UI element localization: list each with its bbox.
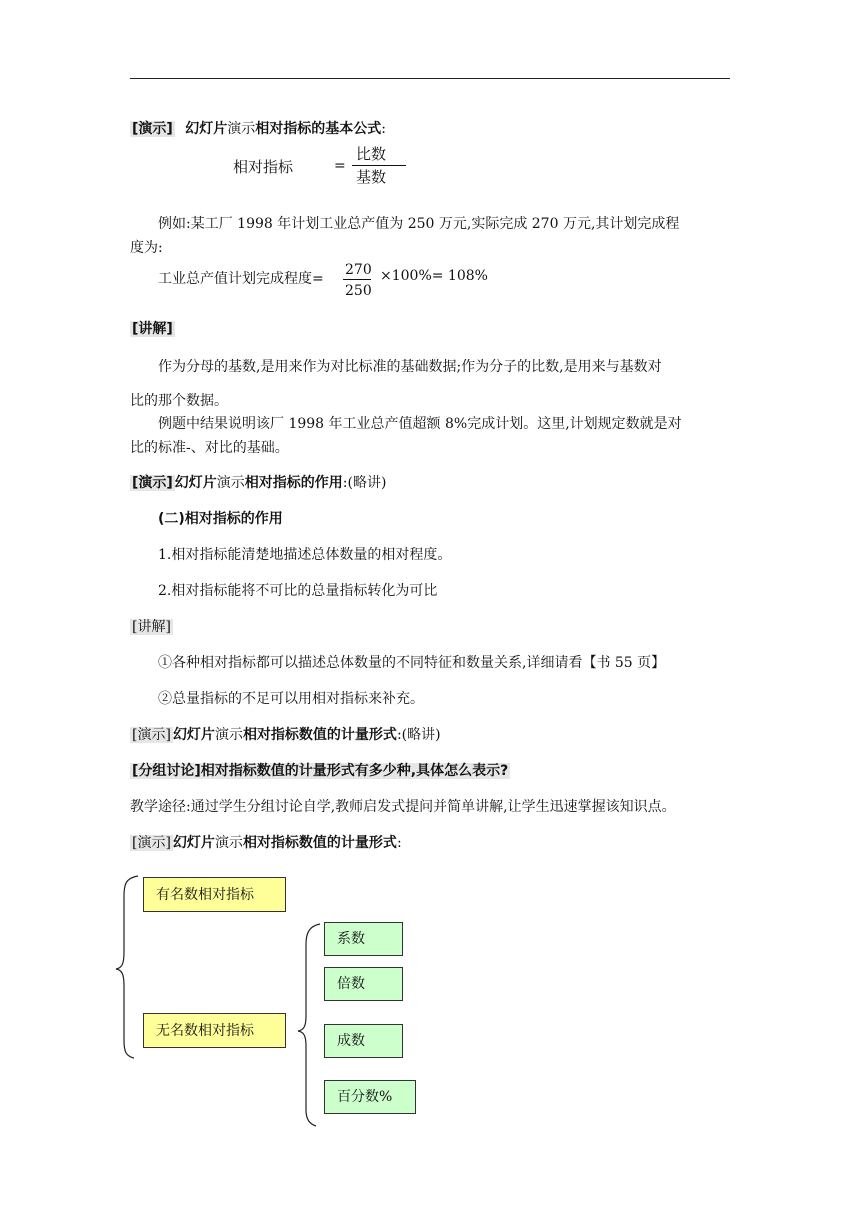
formula2-lhs: 工业总产值计划完成程度=: [158, 271, 324, 287]
section-heading: (二)相对指标的作用: [158, 511, 283, 527]
child-box-tenths: 成数: [324, 1024, 403, 1058]
slide-rest: :(略讲): [342, 475, 387, 491]
formula-lhs: 相对指标: [233, 158, 294, 176]
formula-numerator: 比数: [356, 145, 387, 163]
slide-colon: :: [381, 121, 386, 137]
demo-tag: [演示]: [132, 727, 171, 743]
slide-bold: 幻灯片: [172, 727, 215, 743]
demo-tag: [演示]: [132, 121, 173, 137]
explain2-item-2: ②总量指标的不足可以用相对指标来补充。: [158, 691, 424, 707]
explain2-item-1: ①各种相对指标都可以描述总体数量的不同特征和数量关系,详细请看【书 55 页】: [158, 655, 666, 671]
explain-tag: [讲解]: [132, 321, 173, 337]
slide-bold: 幻灯片: [185, 121, 228, 137]
unnamed-relative-box: 无名数相对指标: [143, 1013, 286, 1048]
slide-normal: 演示: [216, 475, 245, 491]
section-item-1: 1.相对指标能清楚地描述总体数量的相对程度。: [158, 547, 452, 563]
slide-normal: 演示: [214, 727, 243, 743]
example-line-2: 度为:: [130, 240, 163, 256]
explain-p1-line2: 比的那个数据。: [130, 393, 228, 409]
slide-bold: 幻灯片: [172, 835, 215, 851]
section-item-2: 2.相对指标能将不可比的总量指标转化为可比: [158, 583, 438, 599]
formula2-denominator: 250: [345, 283, 372, 299]
slide-colon: :: [396, 835, 402, 851]
example-line-1: 例如:某工厂 1998 年计划工业总产值为 250 万元,实际完成 270 万元,其计划完成程: [158, 216, 680, 232]
demo-tag: [演示]: [132, 475, 173, 491]
explain-tag: [讲解]: [132, 619, 171, 635]
slide-rest: :(略讲): [396, 727, 441, 743]
slide-topic: 相对指标数值的计量形式: [242, 727, 397, 743]
explain-p2-line2: 比的标准-、对比的基础。: [130, 440, 289, 456]
child-box-percent: 百分数%: [324, 1080, 416, 1114]
method-line: 教学途径:通过学生分组讨论自学,教师启发式提问并简单讲解,让学生迅速掌握该知识点。: [130, 799, 676, 815]
explain-p2-line1: 例题中结果说明该厂 1998 年工业总产值超额 8%完成计划。这里,计划规定数就是对: [158, 416, 682, 432]
slide-normal: 演示: [214, 835, 243, 851]
formula-denominator: 基数: [356, 168, 387, 186]
formula2-numerator: 270: [345, 262, 372, 278]
child-box-multiple: 倍数: [324, 967, 403, 1001]
child-box-coefficient: 系数: [324, 922, 403, 956]
discussion-text: [分组讨论]相对指标数值的计量形式有多少种,具体怎么表示?: [132, 763, 509, 779]
named-relative-box: 有名数相对指标: [143, 877, 286, 912]
inner-brace: [298, 924, 320, 1126]
slide-bold: 幻灯片: [174, 475, 217, 491]
formula2-result: ×100%= 108%: [380, 268, 488, 284]
slide-topic: 相对指标数值的计量形式: [242, 835, 397, 851]
slide-normal: 演示: [227, 121, 256, 137]
outer-brace: [116, 876, 138, 1058]
slide-topic: 相对指标的作用: [244, 475, 343, 491]
slide-topic: 相对指标的基本公式: [255, 121, 382, 137]
formula-eq: =: [334, 158, 346, 174]
demo-tag: [演示]: [132, 835, 171, 851]
explain-p1-line1: 作为分母的基数,是用来作为对比标准的基础数据;作为分子的比数,是用来与基数对: [158, 359, 662, 375]
